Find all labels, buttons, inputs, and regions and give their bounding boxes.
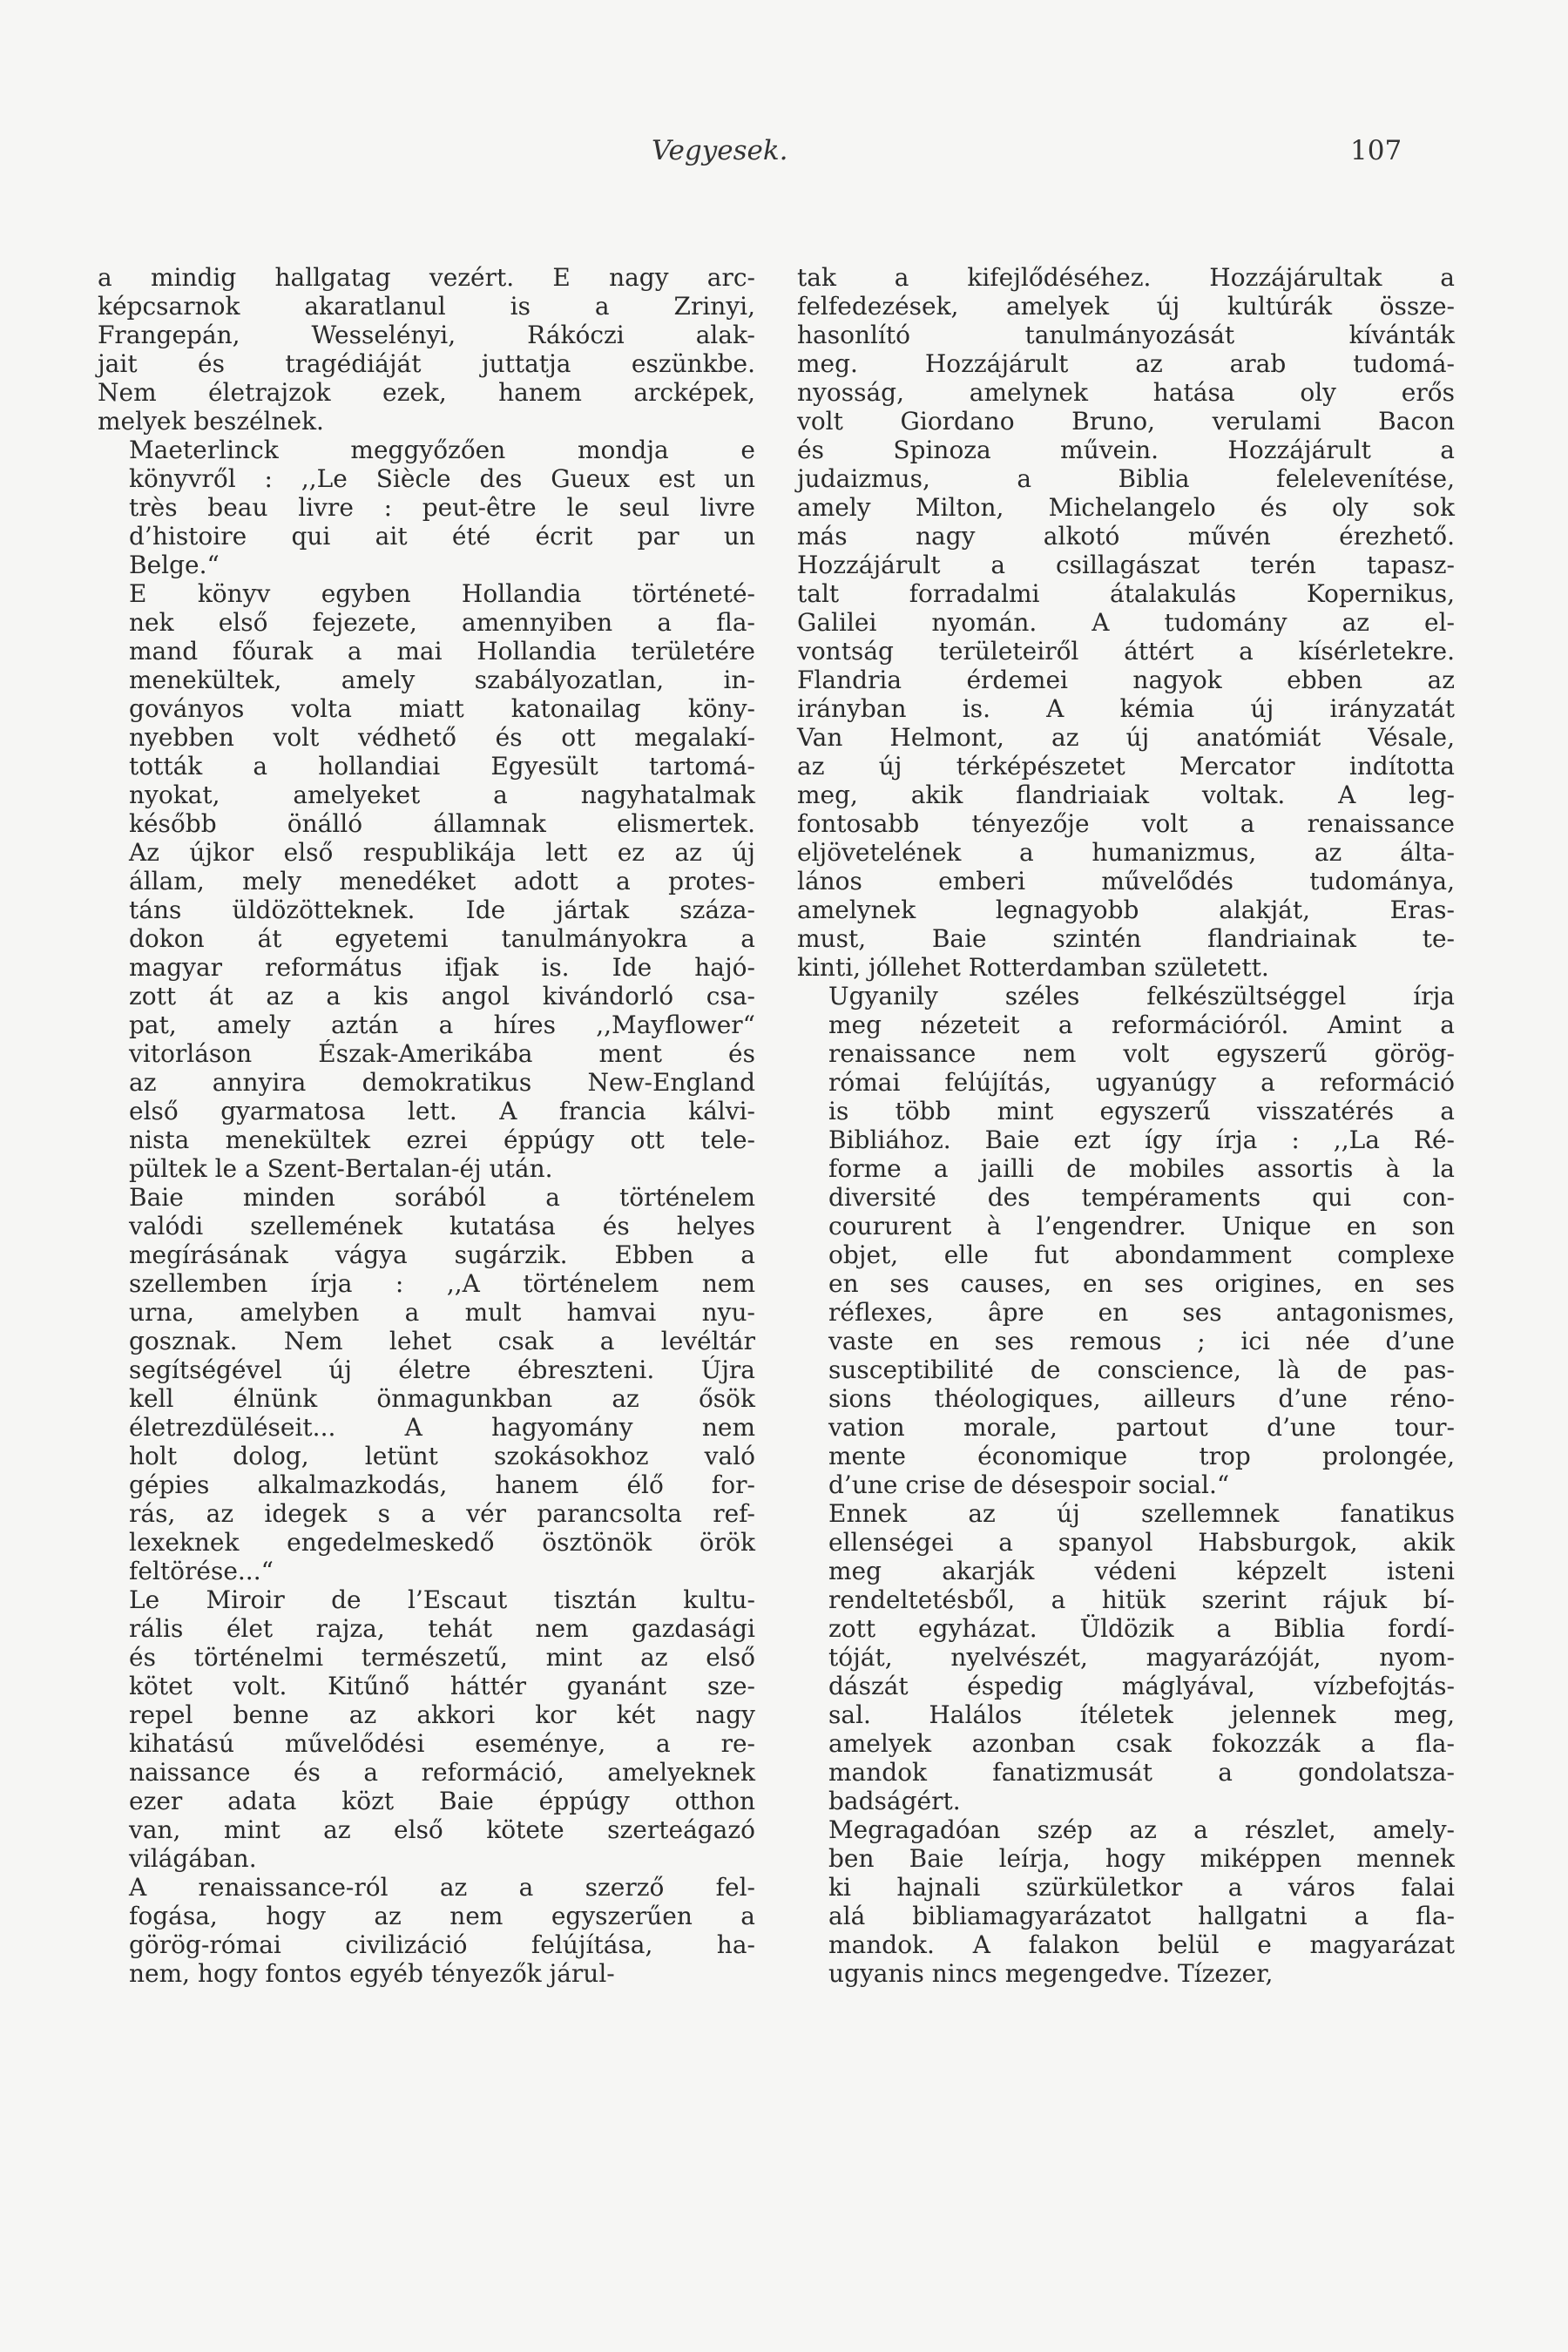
text-line: diversité des tempéraments qui con- bbox=[828, 1183, 1455, 1212]
text-line: Van Helmont, az új anatómiát Vésale, bbox=[797, 723, 1455, 752]
text-line: meg, akik flandriaiak voltak. A leg- bbox=[797, 781, 1455, 809]
text-line: Ennek az új szellemnek fanatikus bbox=[828, 1499, 1455, 1528]
text-line: rális élet rajza, tehát nem gazdasági bbox=[129, 1614, 755, 1643]
text-line: volt Giordano Bruno, verulami Bacon bbox=[797, 407, 1455, 436]
text-line: amelynek legnagyobb alakját, Eras- bbox=[797, 896, 1455, 924]
text-line: irányban is. A kémia új irányzatát bbox=[797, 694, 1455, 723]
text-line: sions théologiques, ailleurs d’une réno- bbox=[828, 1384, 1455, 1413]
text-line: nyebben volt védhető és ott megalakí- bbox=[129, 723, 755, 752]
text-line: tották a hollandiai Egyesült tartomá- bbox=[129, 752, 755, 781]
text-line: coururent à l’engendrer. Unique en son bbox=[828, 1212, 1455, 1240]
text-line: objet, elle fut abondamment complexe bbox=[828, 1240, 1455, 1269]
text-line: vation morale, partout d’une tour- bbox=[828, 1413, 1455, 1442]
text-line: segítségével új életre ébreszteni. Újra bbox=[129, 1355, 755, 1384]
text-line: nek első fejezete, amennyiben a fla- bbox=[129, 608, 755, 637]
text-line: megírásának vágya sugárzik. Ebben a bbox=[129, 1240, 755, 1269]
text-line: jait és tragédiáját juttatja eszünkbe. bbox=[98, 349, 755, 378]
text-line: lános emberi művelődés tudománya, bbox=[797, 867, 1455, 896]
text-line: Galilei nyomán. A tudomány az el- bbox=[797, 608, 1455, 637]
text-line: az új térképészetet Mercator indította bbox=[797, 752, 1455, 781]
text-line: Baie minden sorából a történelem bbox=[129, 1183, 755, 1212]
page-header bbox=[0, 135, 1568, 179]
text-line: van, mint az első kötete szerteágazó bbox=[129, 1815, 755, 1844]
text-line: A renaissance-ról az a szerző fel- bbox=[129, 1873, 755, 1902]
text-line: en ses causes, en ses origines, en ses bbox=[828, 1269, 1455, 1298]
text-line: mente économique trop prolongée, bbox=[828, 1442, 1455, 1470]
text-line: d’histoire qui ait été écrit par un bbox=[129, 522, 755, 551]
paragraph bbox=[797, 982, 1455, 1499]
text-line: valódi szellemének kutatása és helyes bbox=[129, 1212, 755, 1240]
text-line: menekültek, amely szabályozatlan, in- bbox=[129, 666, 755, 694]
text-line: melyek beszélnek. bbox=[98, 407, 324, 436]
paragraph bbox=[98, 1183, 755, 1585]
text-line: Frangepán, Wesselényi, Rákóczi alak- bbox=[98, 321, 755, 349]
text-line: pültek le a Szent-Bertalan-éj után. bbox=[129, 1154, 553, 1183]
text-line: felfedezések, amelyek új kultúrák össze- bbox=[797, 292, 1455, 321]
text-line: must, Baie szintén flandriainak te- bbox=[797, 924, 1455, 953]
paragraph bbox=[797, 263, 1455, 982]
text-line: nista menekültek ezrei éppúgy ott tele- bbox=[129, 1125, 755, 1154]
text-line: tóját, nyelvészét, magyarázóját, nyom- bbox=[828, 1643, 1455, 1672]
text-line: mandok fanatizmusát a gondolatsza- bbox=[828, 1758, 1455, 1787]
text-line: ki hajnali szürkületkor a város falai bbox=[828, 1873, 1455, 1902]
text-line: Megragadóan szép az a részlet, amely- bbox=[828, 1815, 1455, 1844]
text-line: hasonlító tanulmányozását kívánták bbox=[797, 321, 1455, 349]
text-line: meg. Hozzájárult az arab tudomá- bbox=[797, 349, 1455, 378]
text-line: zott át az a kis angol kivándorló csa- bbox=[129, 982, 755, 1010]
text-line: pat, amely aztán a híres ,,Mayflower“ bbox=[129, 1010, 755, 1039]
text-line: meg nézeteit a reformációról. Amint a bbox=[828, 1010, 1455, 1039]
text-line: Ugyanily széles felkészültséggel írja bbox=[828, 982, 1455, 1010]
text-line: badságért. bbox=[828, 1787, 961, 1815]
text-line: eljövetelének a humanizmus, az álta- bbox=[797, 838, 1455, 867]
text-line: ben Baie leírja, hogy miképpen mennek bbox=[828, 1844, 1455, 1873]
text-line: vaste en ses remous ; ici née d’une bbox=[828, 1327, 1455, 1355]
paragraph bbox=[98, 1585, 755, 1873]
text-line: életrezdüléseit... A hagyomány nem bbox=[129, 1413, 755, 1442]
text-line: Le Miroir de l’Escaut tisztán kultu- bbox=[129, 1585, 755, 1614]
text-line: talt forradalmi átalakulás Kopernikus, bbox=[797, 579, 1455, 608]
text-line: E könyv egyben Hollandia történeté- bbox=[129, 579, 755, 608]
paragraph bbox=[797, 1499, 1455, 1815]
text-line: Bibliához. Baie ezt így írja : ,,La Ré- bbox=[828, 1125, 1455, 1154]
text-line: szellemben írja : ,,A történelem nem bbox=[129, 1269, 755, 1298]
paragraph bbox=[98, 1873, 755, 1988]
text-line: susceptibilité de conscience, là de pas- bbox=[828, 1355, 1455, 1384]
text-line: képcsarnok akaratlanul is a Zrinyi, bbox=[98, 292, 755, 321]
text-line: kötet volt. Kitűnő háttér gyanánt sze- bbox=[129, 1672, 755, 1700]
text-line: d’une crise de désespoir social.“ bbox=[828, 1470, 1230, 1499]
text-line: forme a jailli de mobiles assortis à la bbox=[828, 1154, 1455, 1183]
text-line: sal. Halálos ítéletek jelennek meg, bbox=[828, 1700, 1455, 1729]
text-line: nyosság, amelynek hatása oly erős bbox=[797, 378, 1455, 407]
text-line: zott egyházat. Üldözik a Biblia fordí- bbox=[828, 1614, 1455, 1643]
text-line: nem, hogy fontos egyéb tényezők járul- bbox=[129, 1959, 615, 1988]
text-line: repel benne az akkori kor két nagy bbox=[129, 1700, 755, 1729]
text-line: ezer adata közt Baie éppúgy otthon bbox=[129, 1787, 755, 1815]
text-line: más nagy alkotó művén érezhető. bbox=[797, 522, 1455, 551]
text-line: kinti, jóllehet Rotterdamban született. bbox=[797, 953, 1269, 982]
text-line: magyar református ifjak is. Ide hajó- bbox=[129, 953, 755, 982]
text-line: gépies alkalmazkodás, hanem élő for- bbox=[129, 1470, 755, 1499]
text-line: állam, mely menedéket adott a protes- bbox=[129, 867, 755, 896]
text-line: táns üldözötteknek. Ide jártak száza- bbox=[129, 896, 755, 924]
text-line: goványos volta miatt katonailag köny- bbox=[129, 694, 755, 723]
text-line: fontosabb tényezője volt a renaissance bbox=[797, 809, 1455, 838]
text-line: holt dolog, letünt szokásokhoz való bbox=[129, 1442, 755, 1470]
text-line: Hozzájárult a csillagászat terén tapasz- bbox=[797, 551, 1455, 579]
text-line: és történelmi természetű, mint az első bbox=[129, 1643, 755, 1672]
text-line: tak a kifejlődéséhez. Hozzájárultak a bbox=[797, 263, 1455, 292]
paragraph bbox=[98, 436, 755, 579]
text-line: Az újkor első respublikája lett ez az új bbox=[129, 838, 755, 867]
text-line: lexeknek engedelmeskedő ösztönök örök bbox=[129, 1528, 755, 1557]
text-line: Flandria érdemei nagyok ebben az bbox=[797, 666, 1455, 694]
text-line: Nem életrajzok ezek, hanem arcképek, bbox=[98, 378, 755, 407]
text-line: mandok. A falakon belül e magyarázat bbox=[828, 1930, 1455, 1959]
text-line: római felújítás, ugyanúgy a reformáció bbox=[828, 1068, 1455, 1097]
text-line: világában. bbox=[129, 1844, 257, 1873]
text-line: amely Milton, Michelangelo és oly sok bbox=[797, 493, 1455, 522]
text-line: alá bibliamagyarázatot hallgatni a fla- bbox=[828, 1902, 1455, 1930]
text-line: urna, amelyben a mult hamvai nyu- bbox=[129, 1298, 755, 1327]
text-line: az annyira demokratikus New-England bbox=[129, 1068, 755, 1097]
text-line: nyokat, amelyeket a nagyhatalmak bbox=[129, 781, 755, 809]
text-line: rás, az idegek s a vér parancsolta ref- bbox=[129, 1499, 755, 1528]
text-line: a mindig hallgatag vezért. E nagy arc- bbox=[98, 263, 755, 292]
text-line: kell élnünk önmagunkban az ősök bbox=[129, 1384, 755, 1413]
paragraph bbox=[797, 1815, 1455, 1988]
text-line: fogása, hogy az nem egyszerűen a bbox=[129, 1902, 755, 1930]
text-line: dászát éspedig máglyával, vízbefojtás- bbox=[828, 1672, 1455, 1700]
text-line: is több mint egyszerű visszatérés a bbox=[828, 1097, 1455, 1125]
text-line: vontság területeiről áttért a kísérletekre. bbox=[797, 637, 1455, 666]
text-line: Maeterlinck meggyőzően mondja e bbox=[129, 436, 755, 464]
text-line: első gyarmatosa lett. A francia kálvi- bbox=[129, 1097, 755, 1125]
text-line: mand főurak a mai Hollandia területére bbox=[129, 637, 755, 666]
text-line: naissance és a reformáció, amelyeknek bbox=[129, 1758, 755, 1787]
paragraph bbox=[98, 263, 755, 436]
paragraph bbox=[98, 579, 755, 1183]
text-line: könyvről : ,,Le Siècle des Gueux est un bbox=[129, 464, 755, 493]
text-line: kihatású művelődési eseménye, a re- bbox=[129, 1729, 755, 1758]
right-column bbox=[797, 263, 1455, 1988]
left-column bbox=[98, 263, 755, 1988]
text-line: dokon át egyetemi tanulmányokra a bbox=[129, 924, 755, 953]
text-line: réflexes, âpre en ses antagonismes, bbox=[828, 1298, 1455, 1327]
text-line: gosznak. Nem lehet csak a levéltár bbox=[129, 1327, 755, 1355]
text-line: ugyanis nincs megengedve. Tízezer, bbox=[828, 1959, 1274, 1988]
page-number: 107 bbox=[1350, 135, 1402, 166]
text-line: és Spinoza művein. Hozzájárult a bbox=[797, 436, 1455, 464]
text-line: vitorláson Észak-Amerikába ment és bbox=[129, 1039, 755, 1068]
text-line: rendeltetésből, a hitük szerint rájuk bí- bbox=[828, 1585, 1455, 1614]
text-line: meg akarják védeni képzelt isteni bbox=[828, 1557, 1455, 1585]
text-line: feltörése...“ bbox=[129, 1557, 274, 1585]
text-line: amelyek azonban csak fokozzák a fla- bbox=[828, 1729, 1455, 1758]
text-line: görög-római civilizáció felújítása, ha- bbox=[129, 1930, 755, 1959]
text-line: Belge.“ bbox=[129, 551, 220, 579]
text-line: très beau livre : peut-être le seul livre bbox=[129, 493, 755, 522]
text-line: később önálló államnak elismertek. bbox=[129, 809, 755, 838]
text-line: ellenségei a spanyol Habsburgok, akik bbox=[828, 1528, 1455, 1557]
running-title: Vegyesek. bbox=[652, 135, 788, 166]
text-line: renaissance nem volt egyszerű görög- bbox=[828, 1039, 1455, 1068]
text-line: judaizmus, a Biblia felelevenítése, bbox=[797, 464, 1455, 493]
